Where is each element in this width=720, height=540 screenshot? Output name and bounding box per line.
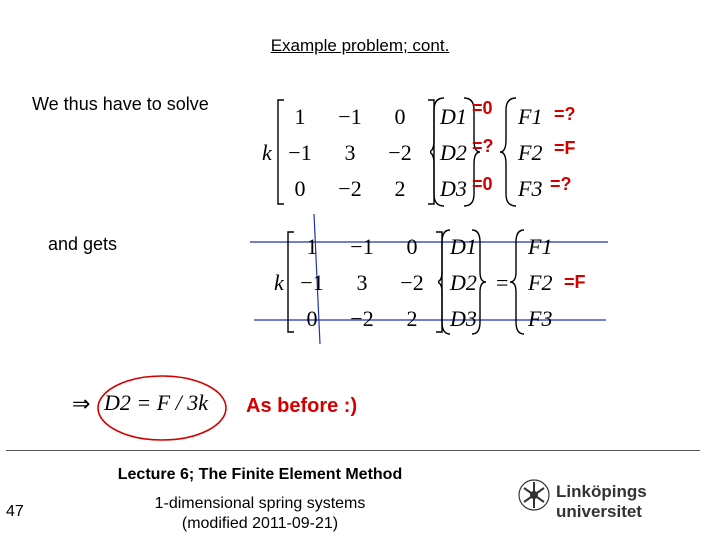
f-entry: F2 [518,140,543,165]
result-highlight-ellipse [94,372,230,444]
f-entry: F1 [528,234,553,259]
d-entry: D1 [450,234,477,259]
matrix-cell: −2 [388,140,412,165]
matrix-cell: 0 [294,176,306,201]
matrix-cell: 2 [406,306,418,331]
lead-text: We thus have to solve [32,94,209,114]
page-number: 47 [6,503,24,520]
f-condition: =F [564,272,586,292]
matrix-cell: 0 [394,104,406,129]
matrix-cell: −1 [300,270,324,295]
d-entry: D1 [440,104,467,129]
implies-symbol: ⇒ [72,392,91,417]
d-condition: =0 [472,174,493,194]
matrix-cell: 2 [394,176,406,201]
matrix-cell: 3 [356,270,368,295]
d-condition: =0 [472,98,493,118]
matrix-cell: −2 [400,270,424,295]
system1-k: k [262,140,272,165]
matrix-cell: −1 [288,140,312,165]
university-logo-text: Linköpings universitet [556,482,647,521]
f-entry: F3 [528,306,553,331]
f-condition: =F [554,138,576,158]
footer-course-line2: (modified 2011-09-21) [181,515,339,532]
slide-title: Example problem; cont. [270,36,450,55]
system2-equals: = [496,270,509,295]
d-entry: D2 [450,270,477,295]
d-entry: D3 [440,176,467,201]
f-entry: F3 [518,176,543,201]
matrix-cell: 0 [406,234,418,259]
f-entry: F1 [518,104,543,129]
footer-divider [6,450,700,451]
matrix-cell: −2 [338,176,362,201]
matrix-cell: −1 [350,234,374,259]
matrix-cell: 1 [306,234,318,259]
f-condition: =? [554,104,576,124]
as-before-note: As before :) [246,395,358,417]
footer-lecture: Lecture 6; The Finite Element Method [117,466,403,483]
matrix-cell: 0 [306,306,318,331]
matrix-cell: 3 [344,140,356,165]
d-condition: =? [472,136,494,156]
footer-course-line1: 1-dimensional spring systems [154,495,366,512]
gets-text: and gets [48,234,118,254]
matrix-cell: −2 [350,306,374,331]
d-entry: D2 [440,140,467,165]
result-equation: D2 = F / 3k [104,390,209,415]
matrix-cell: −1 [338,104,362,129]
system2-k: k [274,270,284,295]
university-logo-icon [516,478,552,512]
footer-course [120,494,400,534]
f-condition: =? [550,174,572,194]
f-entry: F2 [528,270,553,295]
matrix-cell: 1 [294,104,306,129]
d-entry: D3 [450,306,477,331]
